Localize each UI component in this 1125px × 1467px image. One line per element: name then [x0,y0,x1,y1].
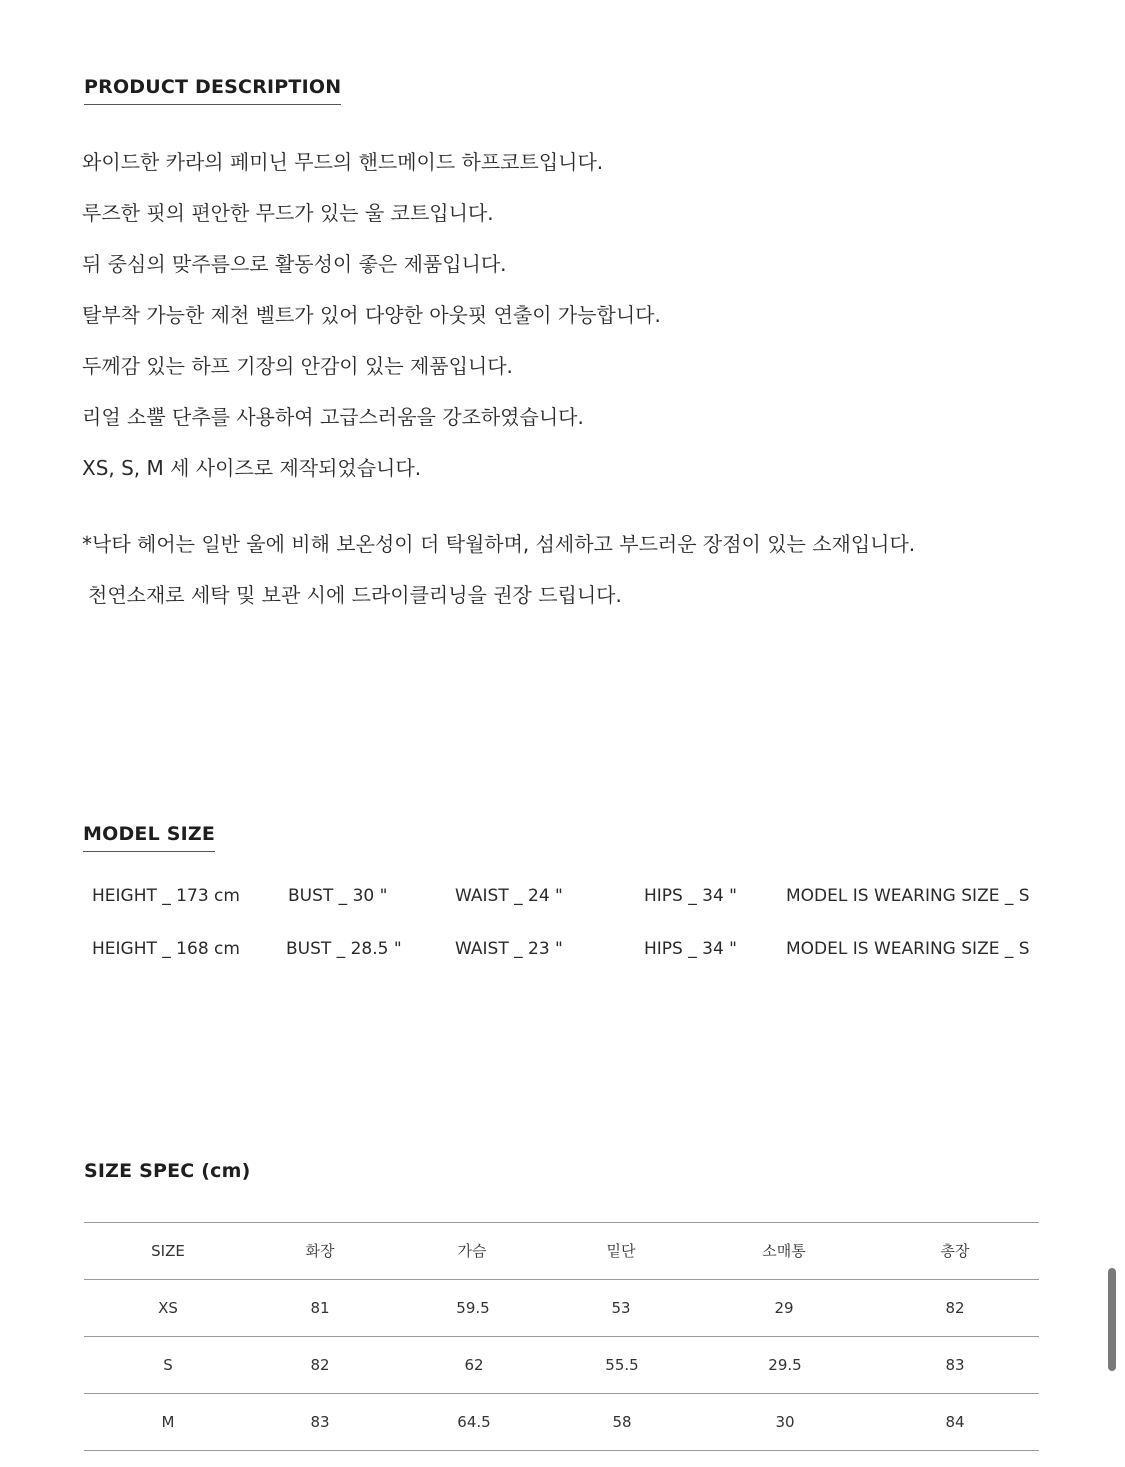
size-spec-title: SIZE SPEC (cm) [84,1160,251,1182]
cell-sleeve-width: 29 [774,1299,794,1317]
cell-chest: 64.5 [457,1413,491,1431]
description-line: XS, S, M 세 사이즈로 제작되었습니다. [82,456,422,480]
header-sleeve-length: 화장 [305,1242,335,1260]
table-header-row [84,1222,1039,1280]
cell-total-length: 82 [945,1299,965,1317]
model-waist: WAIST _ 24 " [455,886,563,906]
cell-size: S [163,1356,173,1374]
material-note: *낙타 헤어는 일반 울에 비해 보온성이 더 탁월하며, 섬세하고 부드러운 장점이 있는 소재입니다. [82,532,916,556]
header-chest: 가슴 [457,1242,487,1260]
cell-size: XS [158,1299,178,1317]
header-hem: 밑단 [606,1242,636,1260]
size-spec-table [84,1222,1039,1451]
cell-chest: 62 [464,1356,484,1374]
header-size: SIZE [151,1242,185,1260]
model-waist: WAIST _ 23 " [455,939,563,959]
cell-sleeve-length: 81 [310,1299,330,1317]
cell-hem: 55.5 [605,1356,639,1374]
product-description-title: PRODUCT DESCRIPTION [84,76,341,105]
model-hips: HIPS _ 34 " [644,886,738,906]
header-total-length: 총장 [940,1242,970,1260]
model-height: HEIGHT _ 173 cm [92,886,240,906]
cell-chest: 59.5 [456,1299,490,1317]
cell-total-length: 84 [945,1413,965,1431]
model-wearing-size: MODEL IS WEARING SIZE _ S [786,939,1030,959]
vertical-scrollbar[interactable] [1108,1268,1116,1371]
model-wearing-size: MODEL IS WEARING SIZE _ S [786,886,1030,906]
model-size-title: MODEL SIZE [83,823,215,852]
cell-hem: 58 [612,1413,632,1431]
model-row [0,886,1125,910]
model-bust: BUST _ 28.5 " [286,939,402,959]
cell-sleeve-length: 83 [310,1413,330,1431]
description-line: 와이드한 카라의 페미닌 무드의 핸드메이드 하프코트입니다. [82,150,604,174]
table-row [84,1280,1039,1337]
cell-sleeve-width: 29.5 [768,1356,802,1374]
model-hips: HIPS _ 34 " [644,939,738,959]
cell-total-length: 83 [945,1356,965,1374]
description-line: 두께감 있는 하프 기장의 안감이 있는 제품입니다. [82,354,513,378]
cell-hem: 53 [611,1299,631,1317]
description-line: 리얼 소뿔 단추를 사용하여 고급스러움을 강조하였습니다. [82,405,584,429]
model-row [0,939,1125,963]
model-height: HEIGHT _ 168 cm [92,939,240,959]
cell-sleeve-width: 30 [775,1413,795,1431]
cell-sleeve-length: 82 [310,1356,330,1374]
description-line: 탈부착 가능한 제천 벨트가 있어 다양한 아웃핏 연출이 가능합니다. [82,303,661,327]
description-line: 뒤 중심의 맞주름으로 활동성이 좋은 제품입니다. [82,252,507,276]
cell-size: M [161,1413,175,1431]
description-line: 루즈한 핏의 편안한 무드가 있는 울 코트입니다. [82,201,494,225]
model-bust: BUST _ 30 " [288,886,388,906]
header-sleeve-width: 소매통 [762,1242,806,1260]
table-row [84,1337,1039,1394]
care-note: 천연소재로 세탁 및 보관 시에 드라이클리닝을 권장 드립니다. [88,583,622,607]
table-row [84,1394,1039,1451]
